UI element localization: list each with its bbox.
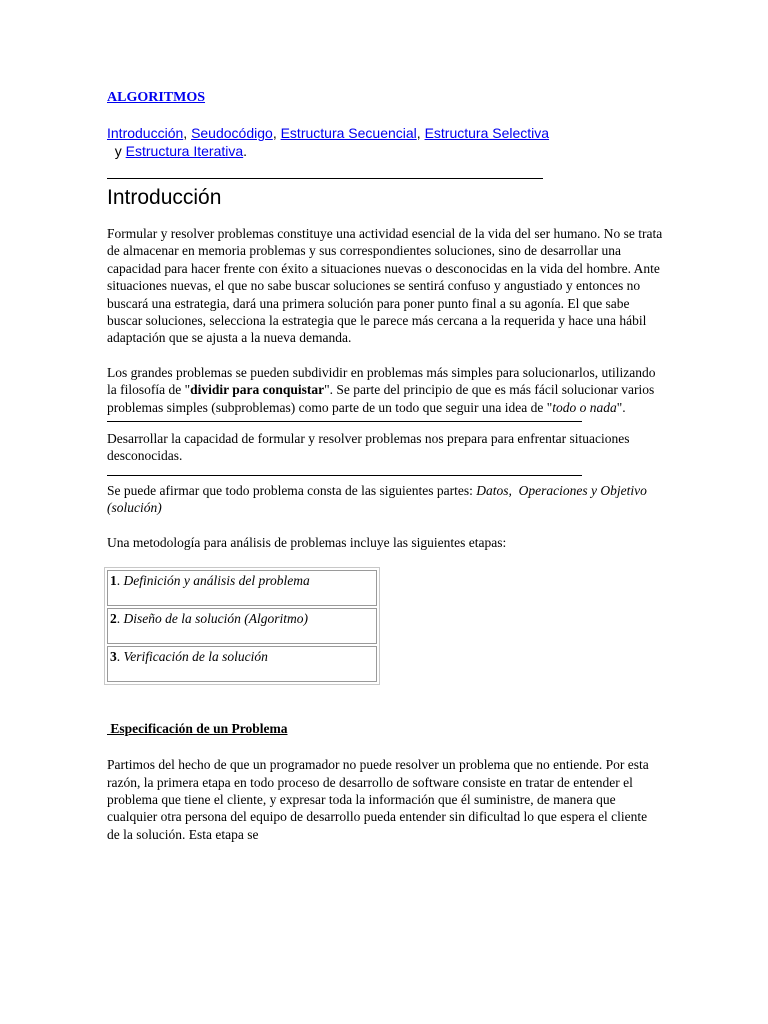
divider-line (107, 475, 582, 476)
subsection-heading: Especificación de un Problema (107, 721, 288, 737)
nav-link-estructura-iterativa[interactable]: Estructura Iterativa (125, 143, 244, 159)
step-separator: . (116, 573, 124, 589)
nav-link-estructura-secuencial[interactable]: Estructura Secuencial (280, 125, 417, 141)
nav-conjunction: y (107, 143, 126, 159)
step-separator: . (116, 649, 124, 665)
table-row (107, 570, 377, 606)
nav-links (107, 124, 617, 160)
paragraph-divide (107, 364, 667, 416)
step-text: Definición y análisis del problema (123, 573, 310, 589)
italic-phrase: todo o nada (552, 399, 617, 415)
document-page (107, 88, 667, 843)
nav-link-seudocodigo[interactable]: Seudocódigo (191, 125, 273, 141)
step-separator: . (116, 611, 124, 627)
text-span: ". (616, 399, 626, 415)
table-cell (107, 608, 377, 644)
table-row (107, 646, 377, 682)
text-span: ". Se parte del principio de que es más fácil solucionar varios problemas simples (subproblemas) como parte de un todo que seguir una idea de " (107, 382, 655, 415)
table-cell (107, 570, 377, 606)
steps-table (104, 567, 380, 685)
step-text: Verificación de la solución (123, 649, 268, 665)
paragraph-spec: Partimos del hecho de que un programador no puede resolver un problema que no entiende. Por esta razón, la primera etapa en todo proceso de desarrollo de software consiste en tratar de entender el problema que tiene el cliente, y expresar toda la información que él suministre, de manera que cualquier otra persona del equipo de desarrollo pueda entender sin dificultad lo que espera el cliente de la solución. Esta etapa se (107, 757, 649, 842)
title-link-algoritmos[interactable]: ALGORITMOS (107, 90, 206, 105)
step-text: Diseño de la solución (Algoritmo) (123, 611, 308, 627)
nav-separator: , (183, 125, 192, 141)
bold-phrase: dividir para conquistar (190, 382, 325, 398)
paragraph-parts (107, 482, 667, 517)
table-row (107, 608, 377, 644)
nav-end: . (243, 143, 248, 159)
italic-phrase: Datos, Operaciones y Objetivo (solución) (107, 482, 651, 516)
paragraph-intro: Formular y resolver problemas constituye una actividad esencial de la vida del ser humano. No se trata de almacenar en memoria problemas y sus correspondientes soluciones, sino de desarrollar una capacidad para hacer frente con éxito a situaciones nuevas o desconocidas en la vida del hombre. Ante situaciones nuevas, el que no sabe buscar soluciones se sentirá confuso y angustiado y entonces no buscará una estrategia, dará una primera solución para poner punto final a su agonía. El que sabe buscar soluciones, selecciona la estrategia que le parece más cercana a la requerida y hace una hábil adaptación que se ajusta a la nueva demanda. (107, 226, 663, 346)
table-cell (107, 646, 377, 682)
nav-separator: , (272, 125, 281, 141)
divider-line (107, 178, 543, 179)
text-span: Se puede afirmar que todo problema consta de las siguientes partes: (107, 482, 477, 498)
step-number: 1 (110, 573, 117, 589)
nav-separator: , (416, 125, 425, 141)
paragraph-methodology: Una metodología para análisis de problemas incluye las siguientes etapas: (107, 534, 507, 550)
nav-link-estructura-selectiva[interactable]: Estructura Selectiva (424, 125, 550, 141)
nav-link-introduccion[interactable]: Introducción (107, 125, 184, 141)
paragraph-capacity: Desarrollar la capacidad de formular y resolver problemas nos prepara para enfrentar situaciones desconocidas. (107, 431, 630, 464)
section-heading: Introducción (107, 186, 222, 209)
step-number: 3 (110, 649, 117, 665)
step-number: 2 (110, 611, 117, 627)
text-span: Los grandes problemas se pueden subdividir en problemas más simples para solucionarlos, utilizando la filosofía de " (107, 364, 656, 398)
divider-line (107, 421, 582, 422)
